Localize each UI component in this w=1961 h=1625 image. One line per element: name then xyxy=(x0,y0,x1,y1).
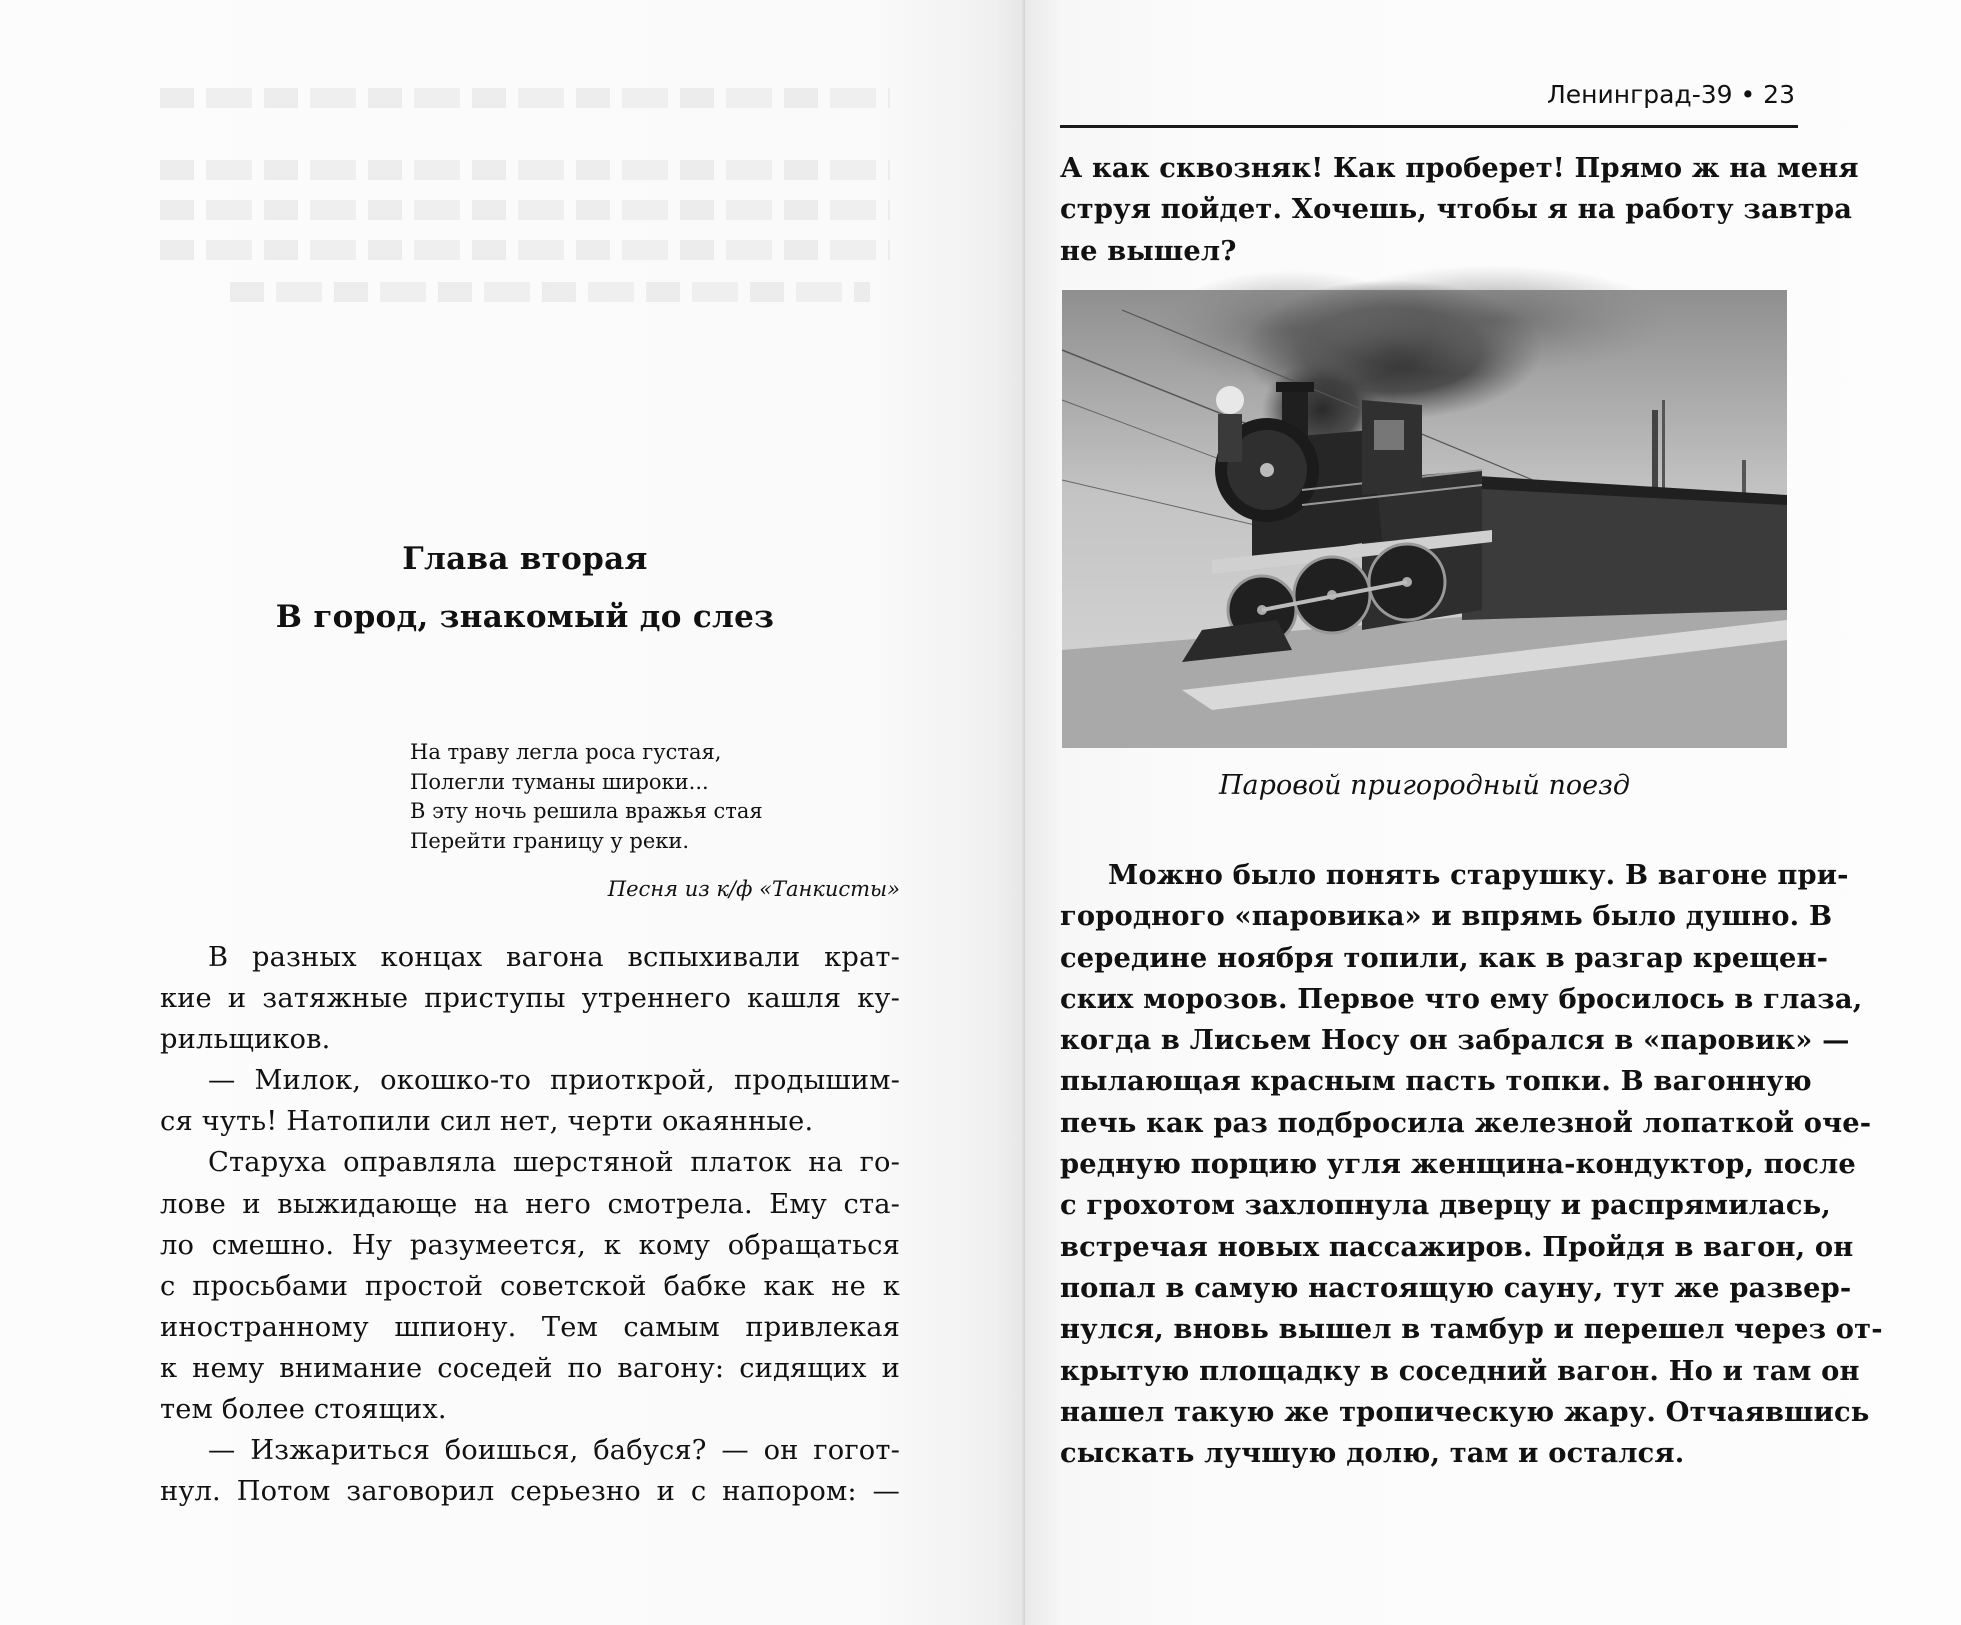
text-line: Можно было понять старушку. В вагоне при- xyxy=(1108,859,1849,891)
text-line: В разных концах вагона вспыхивали крат- xyxy=(208,942,900,973)
text-line: нашел такую же тропическую жару. Отчаявшись xyxy=(1060,1395,1870,1428)
right-top-text xyxy=(1060,148,1859,272)
text-line: не вышел? xyxy=(1060,234,1237,267)
epigraph-source: Песня из к/ф «Танкисты» xyxy=(607,877,900,901)
bleed-through-text xyxy=(160,88,890,108)
text-line: Старуха оправляла шерстяной платок на го- xyxy=(208,1147,900,1179)
chapter-number: Глава вторая xyxy=(402,541,648,577)
text-line: тем более стоящих. xyxy=(160,1394,447,1426)
text-line: с грохотом захлопнула дверцу и распрямилась, xyxy=(1060,1189,1831,1222)
left-body-text xyxy=(160,937,900,1512)
right-body-text xyxy=(1060,855,1883,1474)
text-line: городного «паровика» и впрямь было душно. В xyxy=(1060,900,1833,933)
epigraph-line: В эту ночь решила вражья стая xyxy=(410,799,763,823)
epigraph xyxy=(410,738,900,856)
text-line: — Милок, окошко-то приоткрой, продышим- xyxy=(208,1065,900,1097)
chapter-title: В город, знакомый до слез xyxy=(275,599,775,635)
bleed-through-text xyxy=(160,240,890,260)
text-line: ских морозов. Первое что ему бросилось в глаза, xyxy=(1060,982,1863,1015)
text-line: лове и выжидающе на него смотрела. Ему ста- xyxy=(160,1188,900,1220)
steam-train-photo xyxy=(1062,290,1787,748)
bleed-through-text xyxy=(160,160,890,180)
running-head: Ленинград-39 • 23 xyxy=(1546,80,1795,109)
photo-caption: Паровой пригородный поезд xyxy=(1219,770,1630,801)
text-line: когда в Лисьем Носу он забрался в «паровик» — xyxy=(1060,1024,1850,1057)
text-line: с просьбами простой советской бабке как не к xyxy=(160,1270,900,1302)
epigraph-line: Перейти границу у реки. xyxy=(410,828,690,853)
text-line: к нему внимание соседей по вагону: сидящих и xyxy=(160,1352,900,1384)
text-line: встречая новых пассажиров. Пройдя в вагон, он xyxy=(1060,1230,1854,1263)
bleed-through-text xyxy=(230,282,870,302)
text-line: пылающая красным пасть топки. В вагонную xyxy=(1060,1065,1812,1098)
text-line: А как сквозняк! Как проберет! Прямо ж на меня xyxy=(1060,152,1859,184)
epigraph-line: Полегли туманы широки... xyxy=(410,769,709,794)
text-line: — Изжариться боишься, бабуся? — он гогот- xyxy=(208,1435,900,1467)
text-line: редную порцию угля женщина-кондуктор, после xyxy=(1060,1148,1856,1181)
text-line: нулся, вновь вышел в тамбур и перешел через от- xyxy=(1060,1313,1883,1346)
text-line: ло смешно. Ну разумеется, к кому обращаться xyxy=(160,1229,900,1261)
text-line: кие и затяжные приступы утреннего кашля ку- xyxy=(160,983,900,1015)
bleed-through-text xyxy=(160,200,890,220)
text-line: иностранному шпиону. Тем самым привлекая xyxy=(160,1311,900,1343)
text-line: нул. Потом заговорил серьезно и с напором: — xyxy=(160,1476,900,1508)
text-line: ся чуть! Натопили сил нет, черти окаянные. xyxy=(160,1106,814,1138)
text-line: попал в самую настоящую сауну, тут же развер- xyxy=(1060,1271,1852,1304)
train-illustration xyxy=(1062,290,1787,748)
text-line: рильщиков. xyxy=(160,1024,331,1056)
text-line: крытую площадку в соседний вагон. Но и там он xyxy=(1060,1354,1860,1387)
chapter-heading xyxy=(160,530,890,646)
epigraph-line: На траву легла роса густая, xyxy=(410,740,722,764)
text-line: сыскать лучшую долю, там и остался. xyxy=(1060,1437,1685,1470)
text-line: печь как раз подбросила железной лопаткой оче- xyxy=(1060,1106,1872,1139)
text-line: середине ноября топили, как в разгар крещен- xyxy=(1060,941,1829,974)
text-line: струя пойдет. Хочешь, чтобы я на работу завтра xyxy=(1060,193,1853,226)
header-rule xyxy=(1060,125,1798,128)
